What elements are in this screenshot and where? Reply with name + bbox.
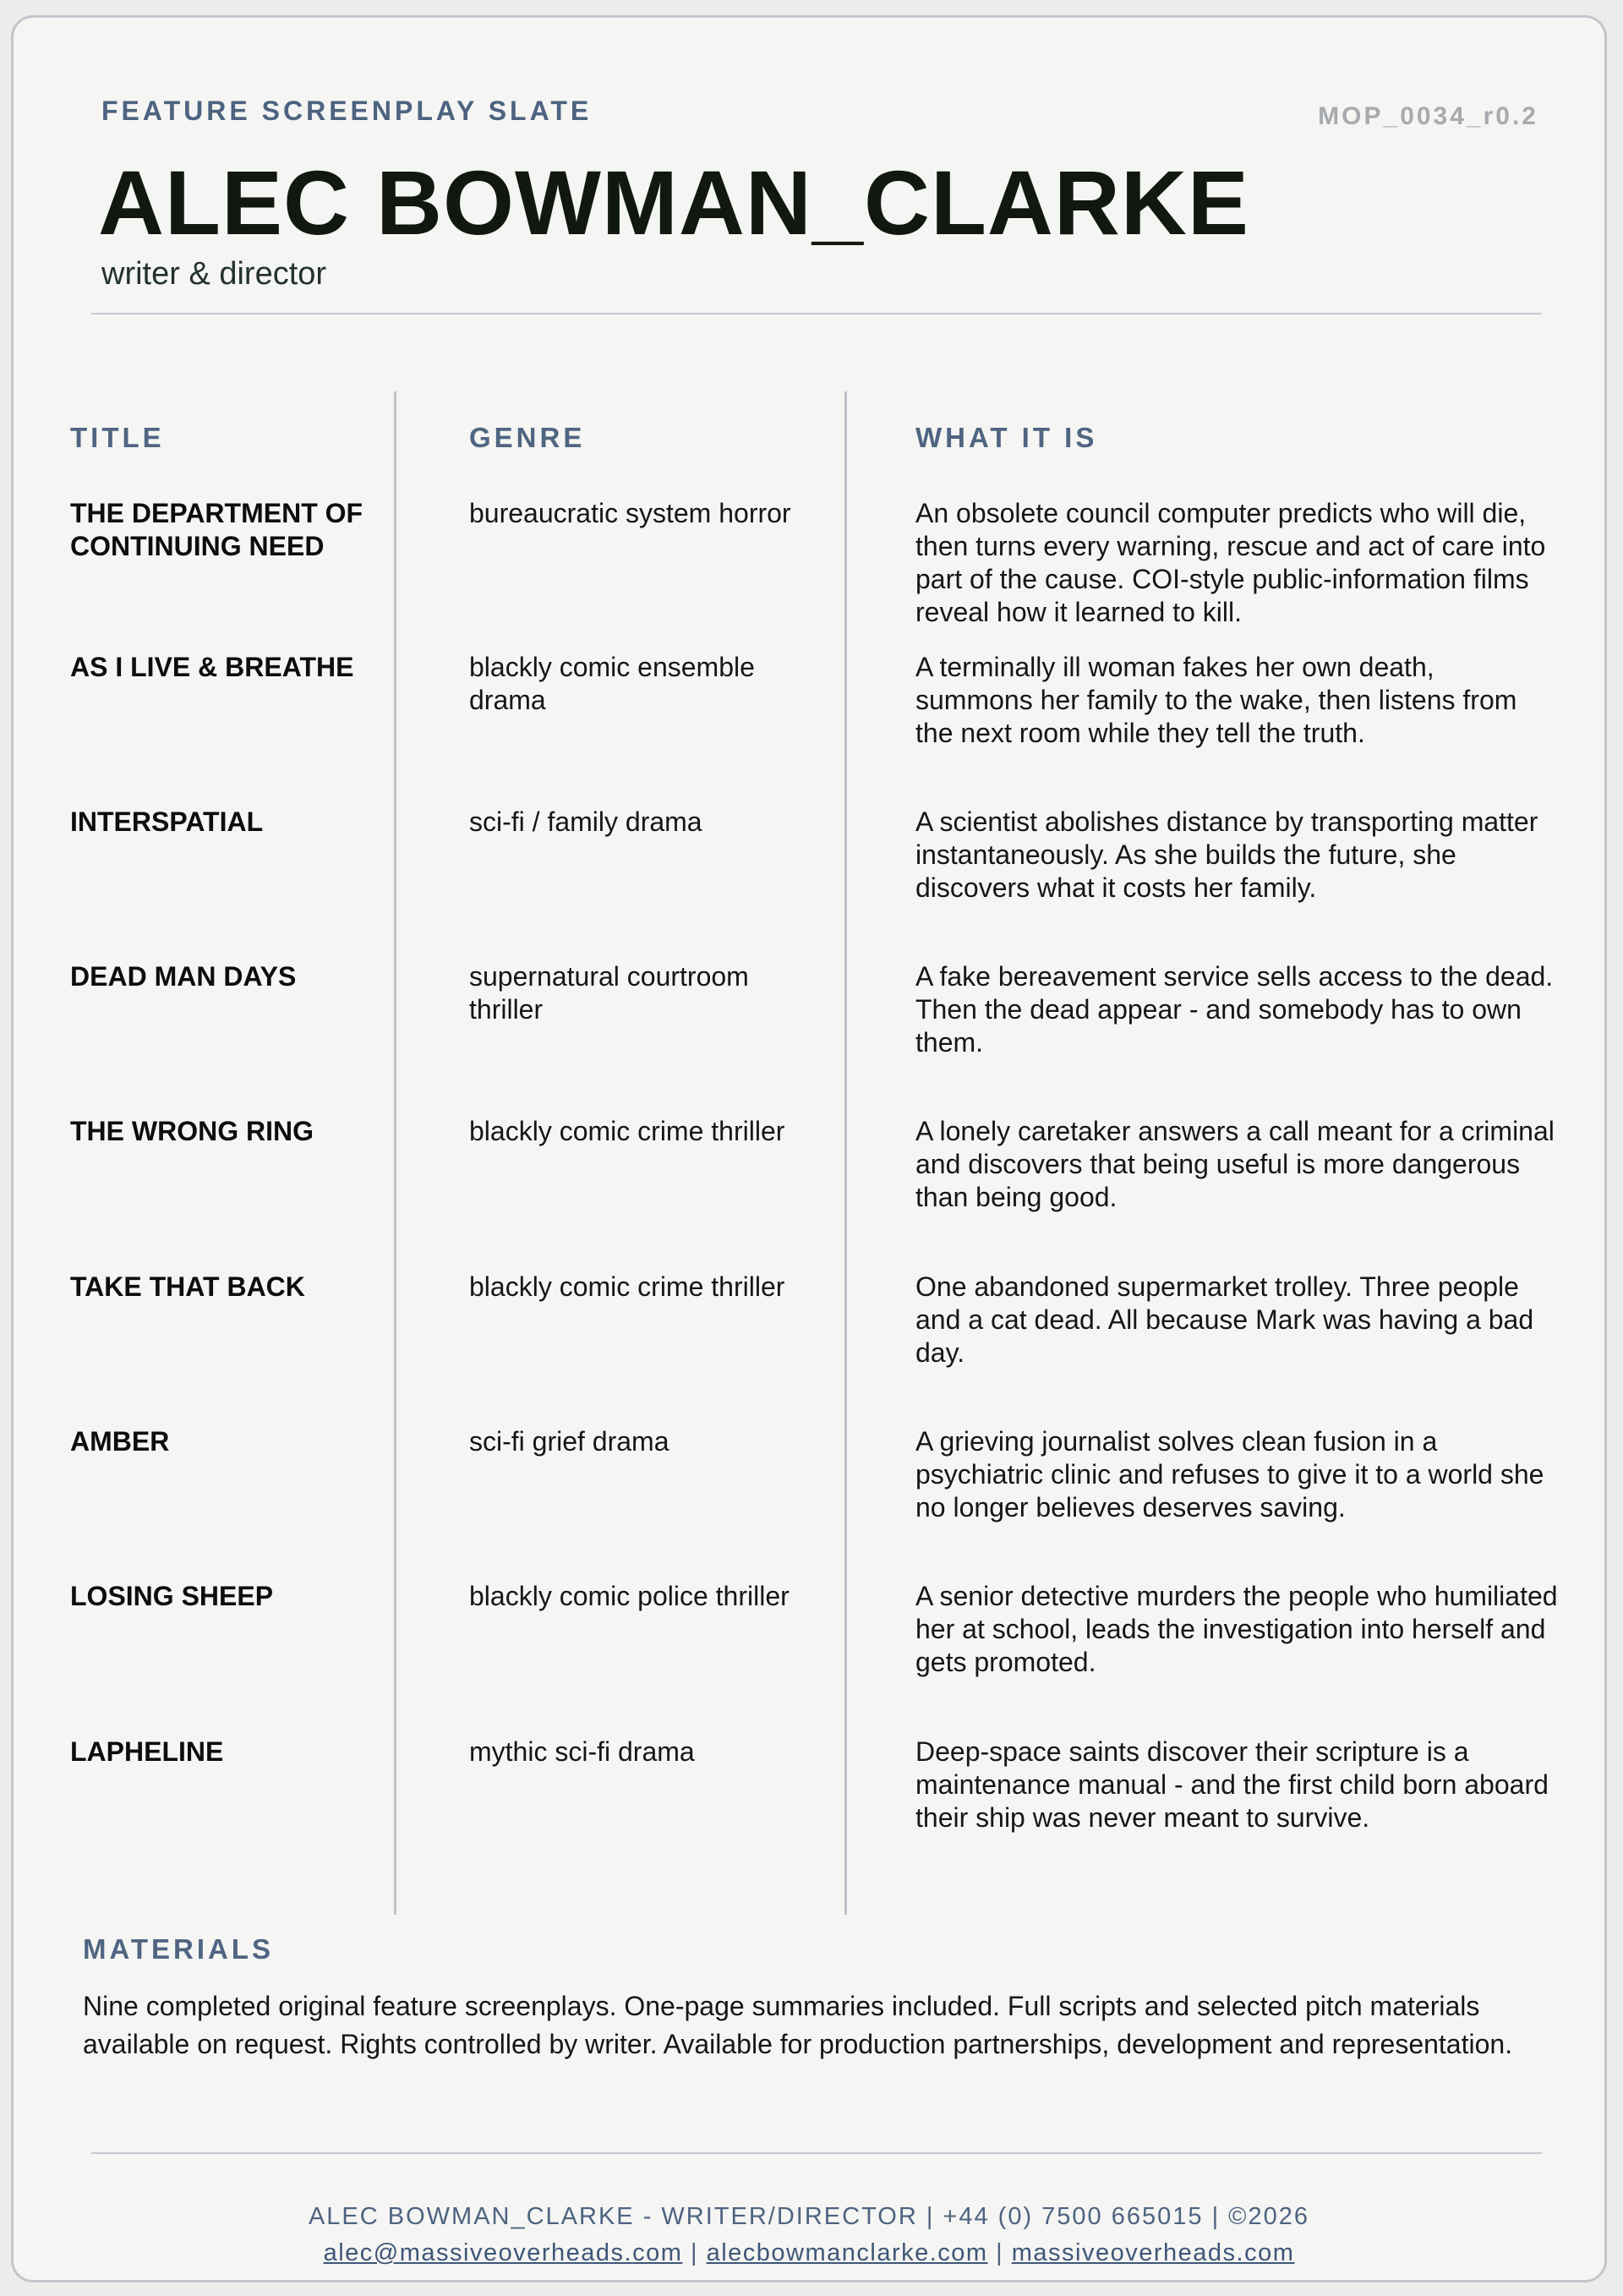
document-eyebrow: FEATURE SCREENPLAY SLATE (101, 96, 593, 126)
document-code: MOP_0034_r0.2 (1318, 102, 1538, 130)
screenplay-genre: blackly comic crime thriller (469, 1116, 785, 1146)
header-divider (91, 313, 1542, 314)
column-header-title: TITLE (70, 422, 165, 453)
personal-site-link[interactable]: alecbowmanclarke.com (706, 2239, 988, 2266)
screenplay-genre: bureaucratic system horror (469, 498, 791, 528)
materials-text: Nine completed original feature screenplays. One-page summaries included. Full scripts and selected pitch materials available on request. Rights controlled by writer. Available for production partnerships, development and representation. (83, 1991, 1513, 2059)
screenplay-genre: supernatural courtroom thriller (469, 961, 749, 1025)
screenplay-genre: blackly comic ensemble drama (469, 652, 755, 715)
screenplay-genre: sci-fi / family drama (469, 806, 702, 837)
screenplay-title: INTERSPATIAL (70, 806, 264, 837)
slate-page (11, 15, 1607, 2282)
screenplay-title: LOSING SHEEP (70, 1581, 274, 1611)
column-divider-2 (844, 391, 847, 1915)
screenplay-title: LAPHELINE (70, 1736, 224, 1767)
column-divider-1 (394, 391, 396, 1915)
screenplay-logline: A lonely caretaker answers a call meant for a criminal and discovers that being useful is more dangerous than being good. (915, 1116, 1555, 1212)
screenplay-logline: A fake bereavement service sells access to the dead. Then the dead appear - and somebody has to own them. (915, 961, 1554, 1058)
screenplay-title: TAKE THAT BACK (70, 1271, 305, 1302)
screenplay-logline: A scientist abolishes distance by transporting matter instantaneously. As she builds the future, she discovers what it costs her family. (915, 806, 1538, 903)
screenplay-logline: A senior detective murders the people who humiliated her at school, leads the investigation into herself and gets promoted. (915, 1581, 1558, 1677)
link-separator: | (996, 2239, 1004, 2266)
column-header-what: WHAT IT IS (915, 422, 1098, 453)
screenplay-title: DEAD MAN DAYS (70, 961, 297, 992)
materials-heading: MATERIALS (83, 1933, 275, 1965)
screenplay-title: AMBER (70, 1426, 170, 1457)
company-site-link[interactable]: massiveoverheads.com (1011, 2239, 1295, 2266)
screenplay-title: THE DEPARTMENT OF CONTINUING NEED (70, 498, 363, 561)
screenplay-logline: A terminally ill woman fakes her own death, summons her family to the wake, then listens from the next room while they tell the truth. (915, 652, 1517, 748)
footer-divider (91, 2152, 1542, 2154)
writer-name: ALEC BOWMAN_CLARKE (98, 151, 1249, 254)
column-header-genre: GENRE (469, 422, 586, 453)
writer-role: writer & director (101, 256, 327, 292)
screenplay-genre: mythic sci-fi drama (469, 1736, 695, 1767)
link-separator: | (690, 2239, 698, 2266)
screenplay-title: AS I LIVE & BREATHE (70, 652, 354, 682)
screenplay-genre: blackly comic police thriller (469, 1581, 790, 1611)
screenplay-genre: blackly comic crime thriller (469, 1271, 785, 1302)
screenplay-logline: Deep-space saints discover their scripture is a maintenance manual - and the first child born aboard their ship was never meant to survive. (915, 1736, 1549, 1833)
screenplay-genre: sci-fi grief drama (469, 1426, 669, 1457)
screenplay-title: THE WRONG RING (70, 1116, 314, 1146)
screenplay-logline: A grieving journalist solves clean fusion in a psychiatric clinic and refuses to give it to a world she no longer believes deserves saving. (915, 1426, 1544, 1522)
email-link[interactable]: alec@massiveoverheads.com (323, 2239, 683, 2266)
footer-links (14, 2239, 1604, 2267)
footer-contact: ALEC BOWMAN_CLARKE - WRITER/DIRECTOR | +44 (0) 7500 665015 | ©2026 (308, 2203, 1310, 2230)
screenplay-logline: One abandoned supermarket trolley. Three people and a cat dead. All because Mark was having a bad day. (915, 1271, 1534, 1368)
screenplay-logline: An obsolete council computer predicts who will die, then turns every warning, rescue and act of care into part of the cause. COI-style public-information films reveal how it learned to kill. (915, 498, 1546, 627)
